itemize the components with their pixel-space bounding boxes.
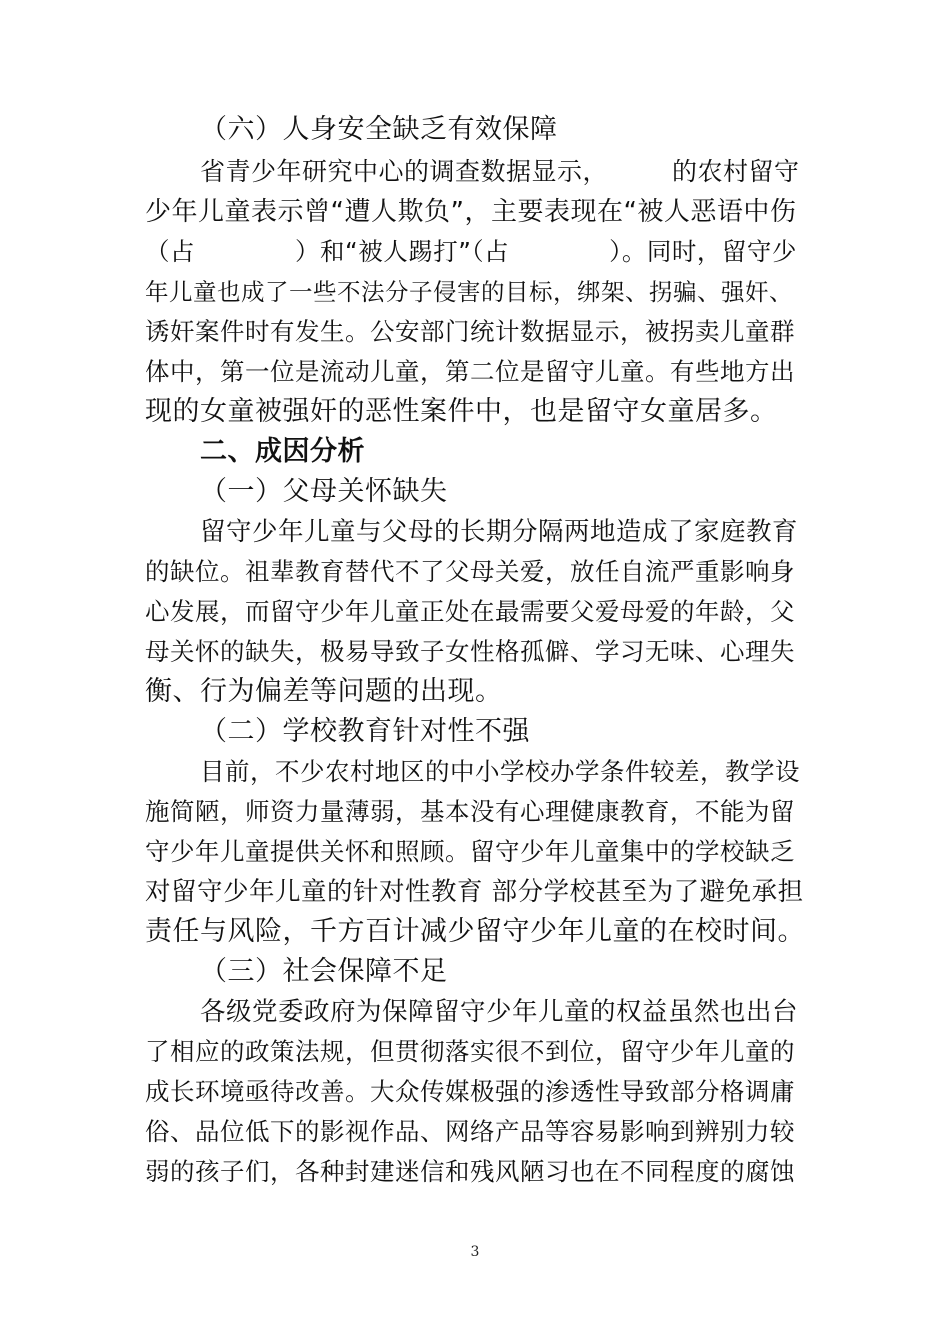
subheading-parental-care: （一）父母关怀缺失 bbox=[200, 476, 448, 507]
paragraph-line: 守少年儿童提供关怀和照顾。留守少年儿童集中的学校缺乏 bbox=[145, 837, 795, 866]
page-number: 3 bbox=[470, 1244, 480, 1260]
section-heading-cause-analysis: 二、成因分析 bbox=[200, 436, 365, 467]
subheading-personal-safety: （六）人身安全缺乏有效保障 bbox=[200, 114, 558, 145]
paragraph-line: 的缺位。祖辈教育替代不了父母关爱，放任自流严重影响身 bbox=[145, 557, 795, 586]
paragraph-line: 对留守少年儿童的针对性教育 部分学校甚至为了避免承担 bbox=[145, 877, 804, 907]
paragraph-line: （占 ）和“被人踢打”（占 ）。同时，留守少 bbox=[145, 237, 797, 266]
paragraph-line: 弱的孩子们，各种封建迷信和残风陋习也在不同程度的腐蚀 bbox=[145, 1157, 795, 1186]
paragraph-line: 少年儿童表示曾“遭人欺负”，主要表现在“被人恶语中伤 bbox=[145, 197, 797, 227]
paragraph-line: 了相应的政策法规，但贯彻落实很不到位，留守少年儿童的 bbox=[145, 1037, 795, 1066]
paragraph-line: 体中，第一位是流动儿童，第二位是留守儿童。有些地方出 bbox=[145, 357, 795, 386]
paragraph-line: 成长环境亟待改善。大众传媒极强的渗透性导致部分格调庸 bbox=[145, 1077, 795, 1106]
paragraph-line: 现的女童被强奸的恶性案件中，也是留守女童居多。 bbox=[145, 396, 778, 427]
subheading-social-security: （三）社会保障不足 bbox=[200, 956, 448, 987]
paragraph-line: 俗、品位低下的影视作品、网络产品等容易影响到辨别力较 bbox=[145, 1117, 795, 1146]
paragraph-line: 母关怀的缺失，极易导致子女性格孤僻、学习无味、心理失 bbox=[145, 637, 795, 666]
paragraph-line: 诱奸案件时有发生。公安部门统计数据显示，被拐卖儿童群 bbox=[145, 317, 795, 346]
paragraph-line: 责任与风险，千方百计减少留守少年儿童的在校时间。 bbox=[145, 916, 805, 947]
paragraph-line: 衡、行为偏差等问题的出现。 bbox=[145, 676, 503, 707]
paragraph-line: 施简陋，师资力量薄弱，基本没有心理健康教育，不能为留 bbox=[145, 797, 795, 826]
paragraph-line: 心发展，而留守少年儿童正处在最需要父爱母爱的年龄，父 bbox=[145, 597, 795, 626]
paragraph-line: 目前，不少农村地区的中小学校办学条件较差，教学设 bbox=[200, 757, 800, 786]
paragraph-line: 留守少年儿童与父母的长期分隔两地造成了家庭教育 bbox=[200, 517, 799, 547]
paragraph-line: 省青少年研究中心的调查数据显示， 的农村留守 bbox=[200, 157, 800, 186]
paragraph-line: 年儿童也成了一些不法分子侵害的目标，绑架、拐骗、强奸、 bbox=[145, 278, 793, 306]
paragraph-line: 各级党委政府为保障留守少年儿童的权益虽然也出台 bbox=[200, 997, 799, 1027]
subheading-school-education: （二）学校教育针对性不强 bbox=[200, 716, 530, 747]
